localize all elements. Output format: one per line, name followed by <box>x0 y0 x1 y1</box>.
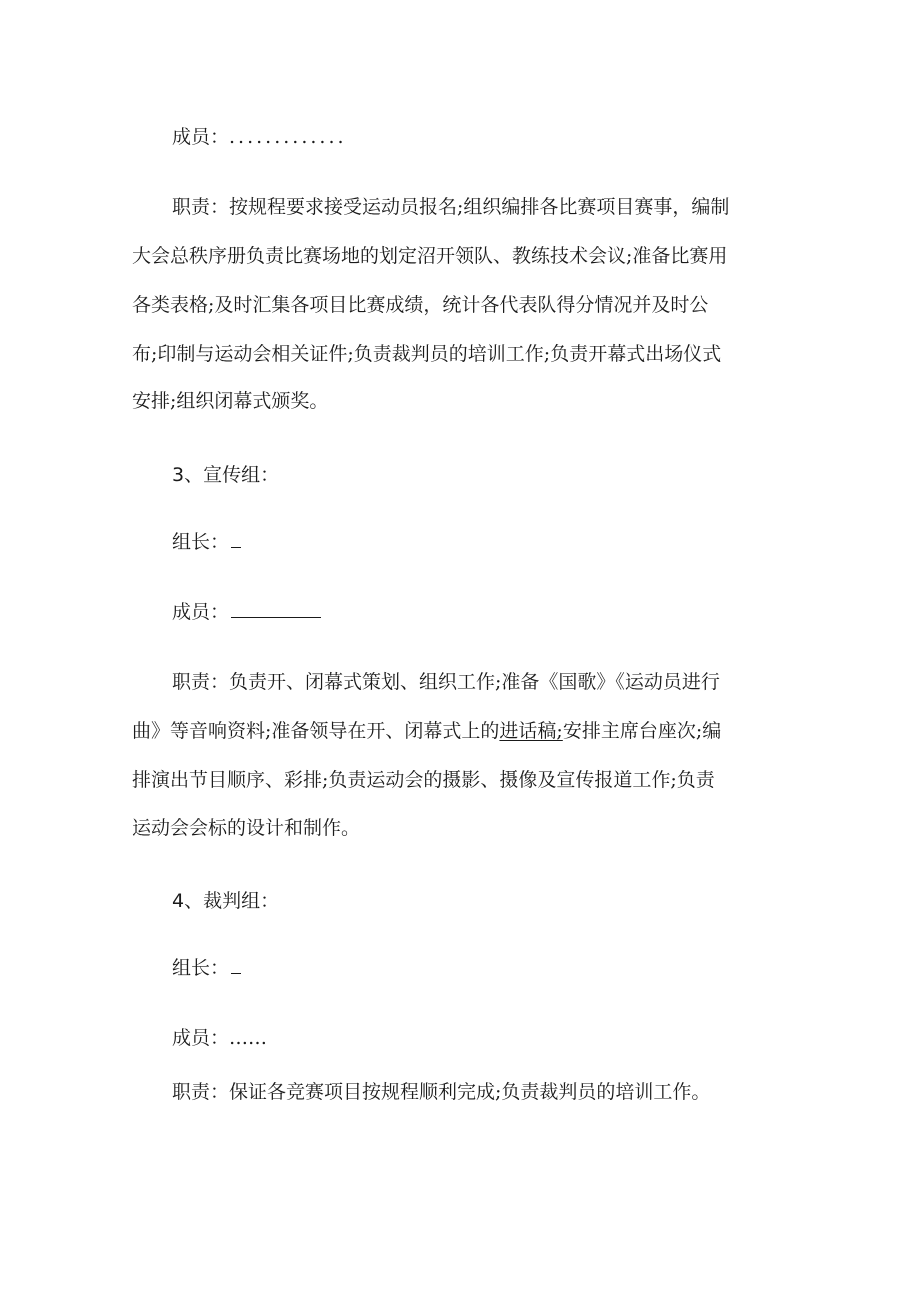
section4-heading-number: 4 <box>172 890 185 912</box>
section4-heading-text: 、裁判组： <box>184 890 280 912</box>
leader-label: 组长： <box>172 957 230 979</box>
duties-text-after: 安排主席台座次;编 <box>562 720 722 742</box>
section3-heading-number: 3 <box>172 464 185 486</box>
section4-leader <box>172 953 241 980</box>
leader-label: 组长： <box>172 531 230 553</box>
section3-duties-line-4: 运动会会标的设计和制作。 <box>132 817 361 839</box>
section2-duties-line-1: 职责：按规程要求接受运动员报名;组织编排各比赛项目赛事，编制 <box>172 196 730 218</box>
underlined-text: 进话稿; <box>499 720 563 742</box>
leader-blank <box>231 972 241 974</box>
section4-heading <box>172 886 279 913</box>
leader-blank <box>231 546 241 548</box>
section3-heading-text: 、宣传组： <box>184 464 280 486</box>
section4-duties: 职责：保证各竞赛项目按规程顺利完成;负责裁判员的培训工作。 <box>172 1081 711 1103</box>
section3-heading <box>172 460 279 487</box>
section2-duties-line-3: 各类表格;及时汇集各项目比赛成绩，统计各代表队得分情况并及时公 <box>132 294 709 316</box>
section3-duties-line-1: 职责：负责开、闭幕式策划、组织工作;准备《国歌》《运动员进行 <box>172 671 720 693</box>
members-label: 成员： <box>172 601 230 623</box>
members-label: 成员： <box>172 1027 230 1049</box>
duties-text: 曲》等音响资料;准备领导在开、闭幕式上的 <box>132 720 500 742</box>
members-label: 成员： <box>172 126 230 148</box>
section3-leader <box>172 527 241 554</box>
section2-duties-line-4: 布;印制与运动会相关证件;负责裁判员的培训工作;负责开幕式出场仪式 <box>132 343 722 365</box>
members-value: …… <box>229 1027 268 1049</box>
section2-duties-line-2: 大会总秩序册负责比赛场地的划定沼开领队、教练技术会议;准备比赛用 <box>132 245 728 267</box>
members-value: ............. <box>229 126 347 148</box>
section4-members <box>172 1023 267 1050</box>
section2-members <box>172 122 347 149</box>
section3-members <box>172 597 321 624</box>
section2-duties-line-5: 安排;组织闭幕式颁奖。 <box>132 390 329 412</box>
members-blank <box>231 616 321 618</box>
section3-duties-line-2 <box>132 716 721 743</box>
section3-duties-line-3: 排演出节目顺序、彩排;负责运动会的摄影、摄像及宣传报道工作;负责 <box>132 769 715 791</box>
